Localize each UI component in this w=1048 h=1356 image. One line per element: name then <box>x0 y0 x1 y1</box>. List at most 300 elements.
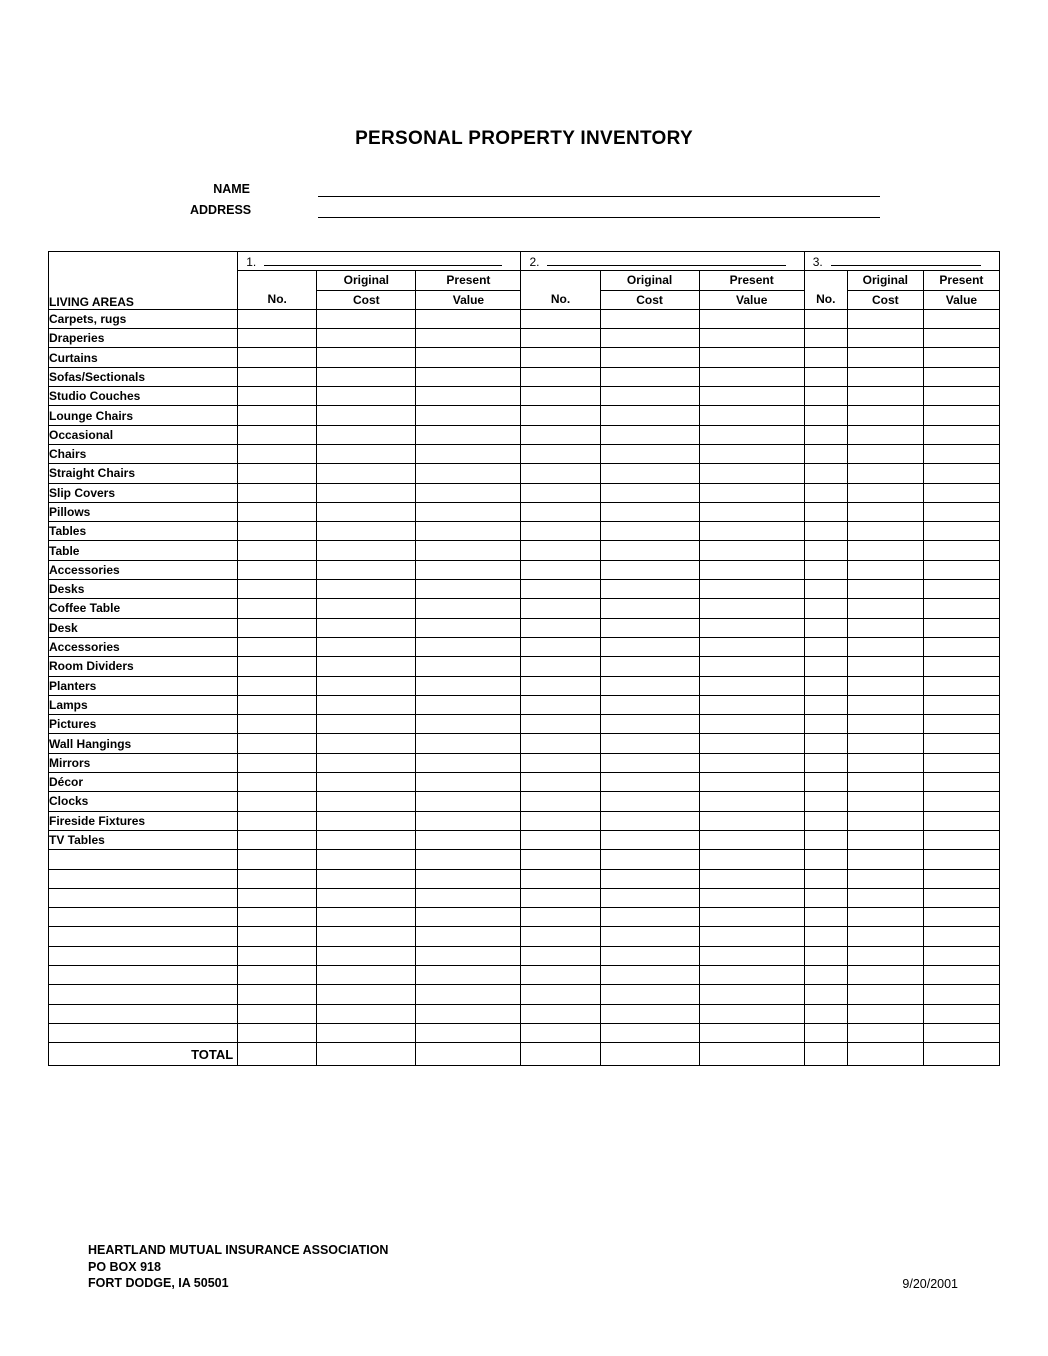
row-2-cost-3[interactable] <box>847 348 923 367</box>
row-12-no-1[interactable] <box>238 541 317 560</box>
blank-4-no-3[interactable] <box>804 927 847 946</box>
total-value-1[interactable] <box>416 1043 521 1066</box>
blank-1-cost-2[interactable] <box>600 869 699 888</box>
item-label-blank[interactable] <box>49 927 238 946</box>
row-7-no-1[interactable] <box>238 444 317 463</box>
row-14-cost-3[interactable] <box>847 580 923 599</box>
row-6-value-1[interactable] <box>416 425 521 444</box>
blank-2-cost-3[interactable] <box>847 888 923 907</box>
row-23-cost-3[interactable] <box>847 753 923 772</box>
row-9-cost-2[interactable] <box>600 483 699 502</box>
blank-4-value-3[interactable] <box>923 927 999 946</box>
row-24-cost-3[interactable] <box>847 773 923 792</box>
total-value-3[interactable] <box>923 1043 999 1066</box>
row-26-cost-3[interactable] <box>847 811 923 830</box>
row-10-no-1[interactable] <box>238 502 317 521</box>
row-26-no-2[interactable] <box>521 811 600 830</box>
blank-0-no-3[interactable] <box>804 850 847 869</box>
blank-4-cost-2[interactable] <box>600 927 699 946</box>
blank-5-no-3[interactable] <box>804 946 847 965</box>
row-18-value-1[interactable] <box>416 657 521 676</box>
row-14-no-3[interactable] <box>804 580 847 599</box>
row-13-value-3[interactable] <box>923 560 999 579</box>
blank-8-value-1[interactable] <box>416 1004 521 1023</box>
row-0-cost-3[interactable] <box>847 309 923 328</box>
row-26-no-3[interactable] <box>804 811 847 830</box>
blank-7-no-1[interactable] <box>238 985 317 1004</box>
row-11-no-2[interactable] <box>521 522 600 541</box>
row-5-no-1[interactable] <box>238 406 317 425</box>
row-12-value-2[interactable] <box>699 541 804 560</box>
total-no-3[interactable] <box>804 1043 847 1066</box>
row-18-no-1[interactable] <box>238 657 317 676</box>
row-23-no-2[interactable] <box>521 753 600 772</box>
row-11-cost-2[interactable] <box>600 522 699 541</box>
blank-5-cost-3[interactable] <box>847 946 923 965</box>
blank-6-cost-1[interactable] <box>317 965 416 984</box>
row-25-value-2[interactable] <box>699 792 804 811</box>
row-1-no-3[interactable] <box>804 329 847 348</box>
row-2-value-1[interactable] <box>416 348 521 367</box>
row-22-cost-1[interactable] <box>317 734 416 753</box>
row-23-no-1[interactable] <box>238 753 317 772</box>
row-5-value-3[interactable] <box>923 406 999 425</box>
row-26-cost-2[interactable] <box>600 811 699 830</box>
row-15-no-2[interactable] <box>521 599 600 618</box>
row-26-value-1[interactable] <box>416 811 521 830</box>
row-12-cost-2[interactable] <box>600 541 699 560</box>
row-2-value-2[interactable] <box>699 348 804 367</box>
row-13-no-3[interactable] <box>804 560 847 579</box>
row-0-value-2[interactable] <box>699 309 804 328</box>
row-20-no-1[interactable] <box>238 695 317 714</box>
blank-5-no-2[interactable] <box>521 946 600 965</box>
item-label-blank[interactable] <box>49 1023 238 1042</box>
row-10-no-2[interactable] <box>521 502 600 521</box>
blank-3-no-3[interactable] <box>804 908 847 927</box>
row-6-cost-2[interactable] <box>600 425 699 444</box>
row-13-no-1[interactable] <box>238 560 317 579</box>
row-16-value-2[interactable] <box>699 618 804 637</box>
blank-3-no-1[interactable] <box>238 908 317 927</box>
total-no-2[interactable] <box>521 1043 600 1066</box>
row-20-no-2[interactable] <box>521 695 600 714</box>
blank-8-value-3[interactable] <box>923 1004 999 1023</box>
row-16-no-2[interactable] <box>521 618 600 637</box>
row-10-value-3[interactable] <box>923 502 999 521</box>
blank-6-no-2[interactable] <box>521 965 600 984</box>
row-27-value-3[interactable] <box>923 830 999 849</box>
row-3-value-2[interactable] <box>699 367 804 386</box>
blank-1-no-1[interactable] <box>238 869 317 888</box>
row-25-no-3[interactable] <box>804 792 847 811</box>
row-0-value-3[interactable] <box>923 309 999 328</box>
item-label-blank[interactable] <box>49 888 238 907</box>
blank-9-no-1[interactable] <box>238 1023 317 1042</box>
row-16-cost-1[interactable] <box>317 618 416 637</box>
row-6-no-3[interactable] <box>804 425 847 444</box>
row-27-cost-1[interactable] <box>317 830 416 849</box>
blank-2-value-1[interactable] <box>416 888 521 907</box>
row-25-no-2[interactable] <box>521 792 600 811</box>
blank-5-no-1[interactable] <box>238 946 317 965</box>
row-15-value-2[interactable] <box>699 599 804 618</box>
blank-2-value-2[interactable] <box>699 888 804 907</box>
row-22-value-1[interactable] <box>416 734 521 753</box>
row-25-cost-3[interactable] <box>847 792 923 811</box>
row-15-no-1[interactable] <box>238 599 317 618</box>
blank-4-no-1[interactable] <box>238 927 317 946</box>
row-16-value-3[interactable] <box>923 618 999 637</box>
row-13-cost-2[interactable] <box>600 560 699 579</box>
row-19-value-3[interactable] <box>923 676 999 695</box>
row-7-value-1[interactable] <box>416 444 521 463</box>
name-input[interactable] <box>318 181 880 197</box>
blank-5-value-1[interactable] <box>416 946 521 965</box>
blank-7-value-2[interactable] <box>699 985 804 1004</box>
row-18-no-3[interactable] <box>804 657 847 676</box>
row-9-no-1[interactable] <box>238 483 317 502</box>
item-label-blank[interactable] <box>49 946 238 965</box>
row-5-value-1[interactable] <box>416 406 521 425</box>
blank-7-no-2[interactable] <box>521 985 600 1004</box>
row-13-no-2[interactable] <box>521 560 600 579</box>
row-18-cost-1[interactable] <box>317 657 416 676</box>
blank-2-no-1[interactable] <box>238 888 317 907</box>
row-7-no-2[interactable] <box>521 444 600 463</box>
row-23-cost-1[interactable] <box>317 753 416 772</box>
blank-6-cost-2[interactable] <box>600 965 699 984</box>
row-9-value-2[interactable] <box>699 483 804 502</box>
row-4-cost-3[interactable] <box>847 387 923 406</box>
row-23-value-3[interactable] <box>923 753 999 772</box>
total-cost-3[interactable] <box>847 1043 923 1066</box>
row-1-cost-2[interactable] <box>600 329 699 348</box>
row-27-value-1[interactable] <box>416 830 521 849</box>
row-3-no-2[interactable] <box>521 367 600 386</box>
row-3-cost-3[interactable] <box>847 367 923 386</box>
row-22-no-1[interactable] <box>238 734 317 753</box>
blank-9-value-2[interactable] <box>699 1023 804 1042</box>
row-20-cost-3[interactable] <box>847 695 923 714</box>
row-3-no-1[interactable] <box>238 367 317 386</box>
row-4-cost-2[interactable] <box>600 387 699 406</box>
row-5-no-3[interactable] <box>804 406 847 425</box>
row-17-cost-2[interactable] <box>600 637 699 656</box>
row-12-value-3[interactable] <box>923 541 999 560</box>
row-25-cost-1[interactable] <box>317 792 416 811</box>
row-4-value-3[interactable] <box>923 387 999 406</box>
row-17-cost-3[interactable] <box>847 637 923 656</box>
blank-7-cost-3[interactable] <box>847 985 923 1004</box>
row-14-no-1[interactable] <box>238 580 317 599</box>
row-9-value-3[interactable] <box>923 483 999 502</box>
row-21-value-1[interactable] <box>416 715 521 734</box>
blank-7-cost-2[interactable] <box>600 985 699 1004</box>
row-17-value-3[interactable] <box>923 637 999 656</box>
blank-0-no-1[interactable] <box>238 850 317 869</box>
row-7-no-3[interactable] <box>804 444 847 463</box>
row-24-no-2[interactable] <box>521 773 600 792</box>
row-2-value-3[interactable] <box>923 348 999 367</box>
row-13-cost-3[interactable] <box>847 560 923 579</box>
blank-4-value-2[interactable] <box>699 927 804 946</box>
row-17-no-3[interactable] <box>804 637 847 656</box>
row-2-cost-1[interactable] <box>317 348 416 367</box>
row-2-no-1[interactable] <box>238 348 317 367</box>
item-label-blank[interactable] <box>49 985 238 1004</box>
row-20-value-1[interactable] <box>416 695 521 714</box>
blank-3-value-1[interactable] <box>416 908 521 927</box>
blank-2-no-2[interactable] <box>521 888 600 907</box>
blank-9-cost-3[interactable] <box>847 1023 923 1042</box>
row-16-cost-2[interactable] <box>600 618 699 637</box>
row-8-cost-3[interactable] <box>847 464 923 483</box>
row-3-cost-1[interactable] <box>317 367 416 386</box>
row-8-cost-1[interactable] <box>317 464 416 483</box>
row-23-value-1[interactable] <box>416 753 521 772</box>
row-10-value-1[interactable] <box>416 502 521 521</box>
row-27-no-2[interactable] <box>521 830 600 849</box>
blank-1-cost-3[interactable] <box>847 869 923 888</box>
row-0-cost-2[interactable] <box>600 309 699 328</box>
total-no-1[interactable] <box>238 1043 317 1066</box>
row-1-value-3[interactable] <box>923 329 999 348</box>
row-15-value-1[interactable] <box>416 599 521 618</box>
blank-1-value-1[interactable] <box>416 869 521 888</box>
row-8-no-3[interactable] <box>804 464 847 483</box>
blank-3-no-2[interactable] <box>521 908 600 927</box>
blank-9-value-1[interactable] <box>416 1023 521 1042</box>
row-15-cost-3[interactable] <box>847 599 923 618</box>
row-24-cost-1[interactable] <box>317 773 416 792</box>
row-11-no-1[interactable] <box>238 522 317 541</box>
row-16-no-3[interactable] <box>804 618 847 637</box>
blank-6-value-2[interactable] <box>699 965 804 984</box>
row-10-no-3[interactable] <box>804 502 847 521</box>
row-4-cost-1[interactable] <box>317 387 416 406</box>
item-label-blank[interactable] <box>49 869 238 888</box>
row-25-cost-2[interactable] <box>600 792 699 811</box>
row-23-no-3[interactable] <box>804 753 847 772</box>
item-label-blank[interactable] <box>49 908 238 927</box>
row-21-cost-2[interactable] <box>600 715 699 734</box>
blank-8-no-2[interactable] <box>521 1004 600 1023</box>
blank-5-cost-2[interactable] <box>600 946 699 965</box>
row-16-value-1[interactable] <box>416 618 521 637</box>
row-22-value-2[interactable] <box>699 734 804 753</box>
row-17-no-1[interactable] <box>238 637 317 656</box>
row-14-value-3[interactable] <box>923 580 999 599</box>
row-1-value-1[interactable] <box>416 329 521 348</box>
row-17-cost-1[interactable] <box>317 637 416 656</box>
row-2-no-2[interactable] <box>521 348 600 367</box>
row-19-no-2[interactable] <box>521 676 600 695</box>
row-23-cost-2[interactable] <box>600 753 699 772</box>
row-4-value-2[interactable] <box>699 387 804 406</box>
row-21-value-2[interactable] <box>699 715 804 734</box>
row-8-cost-2[interactable] <box>600 464 699 483</box>
row-8-no-1[interactable] <box>238 464 317 483</box>
blank-1-value-2[interactable] <box>699 869 804 888</box>
blank-0-value-1[interactable] <box>416 850 521 869</box>
row-3-value-3[interactable] <box>923 367 999 386</box>
row-10-cost-3[interactable] <box>847 502 923 521</box>
row-12-cost-1[interactable] <box>317 541 416 560</box>
row-19-cost-1[interactable] <box>317 676 416 695</box>
row-6-value-3[interactable] <box>923 425 999 444</box>
row-10-cost-2[interactable] <box>600 502 699 521</box>
row-12-cost-3[interactable] <box>847 541 923 560</box>
row-17-value-2[interactable] <box>699 637 804 656</box>
blank-8-cost-2[interactable] <box>600 1004 699 1023</box>
row-11-cost-3[interactable] <box>847 522 923 541</box>
row-22-cost-3[interactable] <box>847 734 923 753</box>
row-8-value-1[interactable] <box>416 464 521 483</box>
row-12-no-2[interactable] <box>521 541 600 560</box>
blank-1-no-3[interactable] <box>804 869 847 888</box>
row-4-no-2[interactable] <box>521 387 600 406</box>
row-5-cost-3[interactable] <box>847 406 923 425</box>
row-19-no-3[interactable] <box>804 676 847 695</box>
total-cost-2[interactable] <box>600 1043 699 1066</box>
blank-2-cost-1[interactable] <box>317 888 416 907</box>
blank-0-value-3[interactable] <box>923 850 999 869</box>
row-11-value-1[interactable] <box>416 522 521 541</box>
blank-0-cost-1[interactable] <box>317 850 416 869</box>
row-15-no-3[interactable] <box>804 599 847 618</box>
row-0-no-1[interactable] <box>238 309 317 328</box>
row-11-cost-1[interactable] <box>317 522 416 541</box>
row-13-cost-1[interactable] <box>317 560 416 579</box>
blank-9-no-2[interactable] <box>521 1023 600 1042</box>
row-25-value-1[interactable] <box>416 792 521 811</box>
blank-1-no-2[interactable] <box>521 869 600 888</box>
row-9-cost-1[interactable] <box>317 483 416 502</box>
row-6-cost-1[interactable] <box>317 425 416 444</box>
blank-7-value-1[interactable] <box>416 985 521 1004</box>
row-7-cost-1[interactable] <box>317 444 416 463</box>
row-12-value-1[interactable] <box>416 541 521 560</box>
row-11-value-3[interactable] <box>923 522 999 541</box>
address-input[interactable] <box>318 202 880 218</box>
blank-9-no-3[interactable] <box>804 1023 847 1042</box>
row-6-no-2[interactable] <box>521 425 600 444</box>
row-18-value-3[interactable] <box>923 657 999 676</box>
row-4-no-3[interactable] <box>804 387 847 406</box>
blank-1-value-3[interactable] <box>923 869 999 888</box>
blank-8-cost-1[interactable] <box>317 1004 416 1023</box>
blank-0-cost-3[interactable] <box>847 850 923 869</box>
row-8-value-3[interactable] <box>923 464 999 483</box>
row-6-cost-3[interactable] <box>847 425 923 444</box>
row-4-value-1[interactable] <box>416 387 521 406</box>
row-22-cost-2[interactable] <box>600 734 699 753</box>
row-10-cost-1[interactable] <box>317 502 416 521</box>
blank-4-cost-3[interactable] <box>847 927 923 946</box>
blank-8-cost-3[interactable] <box>847 1004 923 1023</box>
row-23-value-2[interactable] <box>699 753 804 772</box>
blank-3-cost-3[interactable] <box>847 908 923 927</box>
item-label-blank[interactable] <box>49 850 238 869</box>
row-8-value-2[interactable] <box>699 464 804 483</box>
row-5-no-2[interactable] <box>521 406 600 425</box>
row-1-value-2[interactable] <box>699 329 804 348</box>
blank-3-value-2[interactable] <box>699 908 804 927</box>
blank-6-no-3[interactable] <box>804 965 847 984</box>
row-3-no-3[interactable] <box>804 367 847 386</box>
row-15-value-3[interactable] <box>923 599 999 618</box>
row-1-cost-3[interactable] <box>847 329 923 348</box>
row-18-cost-3[interactable] <box>847 657 923 676</box>
blank-8-no-1[interactable] <box>238 1004 317 1023</box>
row-20-no-3[interactable] <box>804 695 847 714</box>
row-27-cost-3[interactable] <box>847 830 923 849</box>
row-26-no-1[interactable] <box>238 811 317 830</box>
blank-6-cost-3[interactable] <box>847 965 923 984</box>
row-25-no-1[interactable] <box>238 792 317 811</box>
row-10-value-2[interactable] <box>699 502 804 521</box>
row-6-no-1[interactable] <box>238 425 317 444</box>
row-9-no-3[interactable] <box>804 483 847 502</box>
row-19-cost-3[interactable] <box>847 676 923 695</box>
total-value-2[interactable] <box>699 1043 804 1066</box>
row-17-no-2[interactable] <box>521 637 600 656</box>
blank-4-value-1[interactable] <box>416 927 521 946</box>
row-18-no-2[interactable] <box>521 657 600 676</box>
blank-6-value-3[interactable] <box>923 965 999 984</box>
blank-5-cost-1[interactable] <box>317 946 416 965</box>
row-14-value-2[interactable] <box>699 580 804 599</box>
row-24-cost-2[interactable] <box>600 773 699 792</box>
blank-3-cost-2[interactable] <box>600 908 699 927</box>
blank-6-value-1[interactable] <box>416 965 521 984</box>
row-1-no-2[interactable] <box>521 329 600 348</box>
row-27-cost-2[interactable] <box>600 830 699 849</box>
blank-8-no-3[interactable] <box>804 1004 847 1023</box>
row-9-cost-3[interactable] <box>847 483 923 502</box>
row-13-value-2[interactable] <box>699 560 804 579</box>
row-24-value-1[interactable] <box>416 773 521 792</box>
row-20-value-3[interactable] <box>923 695 999 714</box>
row-15-cost-1[interactable] <box>317 599 416 618</box>
row-20-cost-2[interactable] <box>600 695 699 714</box>
blank-3-cost-1[interactable] <box>317 908 416 927</box>
row-25-value-3[interactable] <box>923 792 999 811</box>
row-7-cost-3[interactable] <box>847 444 923 463</box>
row-1-cost-1[interactable] <box>317 329 416 348</box>
row-19-value-1[interactable] <box>416 676 521 695</box>
row-0-no-2[interactable] <box>521 309 600 328</box>
row-16-cost-3[interactable] <box>847 618 923 637</box>
row-19-no-1[interactable] <box>238 676 317 695</box>
row-15-cost-2[interactable] <box>600 599 699 618</box>
row-1-no-1[interactable] <box>238 329 317 348</box>
row-11-value-2[interactable] <box>699 522 804 541</box>
blank-7-cost-1[interactable] <box>317 985 416 1004</box>
blank-9-cost-2[interactable] <box>600 1023 699 1042</box>
blank-0-cost-2[interactable] <box>600 850 699 869</box>
blank-4-cost-1[interactable] <box>317 927 416 946</box>
row-8-no-2[interactable] <box>521 464 600 483</box>
row-26-value-3[interactable] <box>923 811 999 830</box>
row-0-cost-1[interactable] <box>317 309 416 328</box>
row-21-no-2[interactable] <box>521 715 600 734</box>
blank-7-value-3[interactable] <box>923 985 999 1004</box>
blank-2-cost-2[interactable] <box>600 888 699 907</box>
blank-5-value-3[interactable] <box>923 946 999 965</box>
row-5-cost-2[interactable] <box>600 406 699 425</box>
